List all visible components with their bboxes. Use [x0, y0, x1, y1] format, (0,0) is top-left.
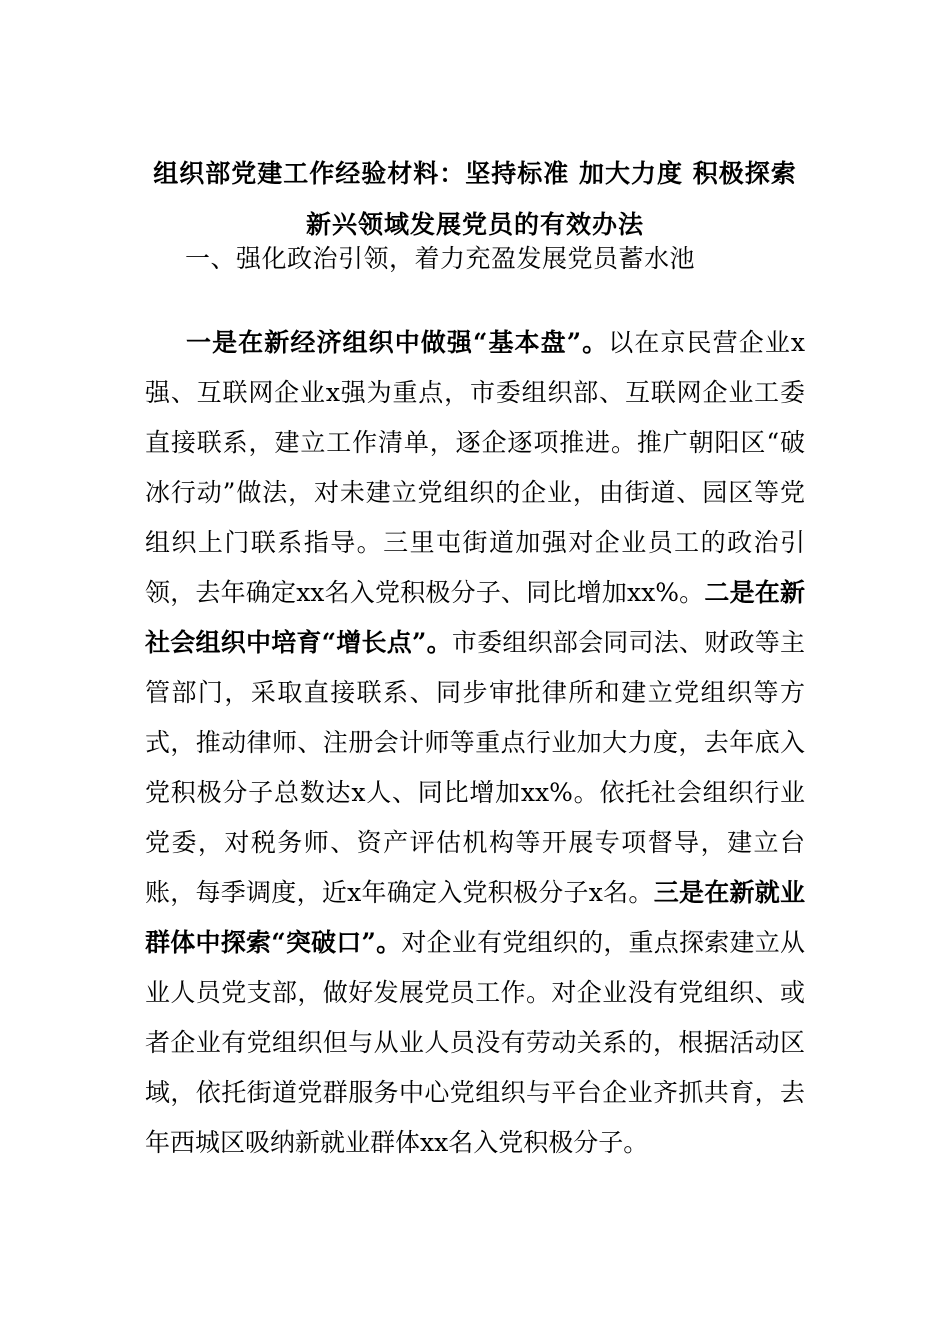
body-paragraph	[145, 318, 805, 1168]
document-title-line2: 新兴领域发展党员的有效办法	[305, 210, 644, 239]
point-one-text: 以在京民营企业x强、互联网企业x强为重点，市委组织部、互联网企业工委直接联系，建立工作清单，逐企逐项推进。推广朝阳区“破冰行动”做法，对未建立党组织的企业，由街道、园区等党组织上门联系指导。三里屯街道加强对企业员工的政治引领，去年确定xx名入党积极分子、同比增加xx%。	[145, 328, 806, 607]
point-two-text: 市委组织部会同司法、财政等主管部门，采取直接联系、同步审批律所和建立党组织等方式，推动律师、注册会计师等重点行业加大力度，去年底入党积极分子总数达x人、同比增加xx%。依托社会组织行业党委，对税务师、资产评估机构等开展专项督导，建立台账，每季调度，近x年确定入党积极分子x名。	[145, 628, 805, 907]
section-heading: 一、强化政治引领，着力充盈发展党员蓄水池	[185, 244, 696, 273]
point-one-lead: 一是在新经济组织中做强“基本盘”。	[186, 328, 609, 357]
point-three-text: 对企业有党组织的，重点探索建立从业人员党支部，做好发展党员工作。对企业没有党组织、或者企业有党组织但与从业人员没有劳动关系的，根据活动区域，依托街道党群服务中心党组织与平台企业齐抓共育，去年西城区吸纳新就业群体xx名入党积极分子。	[145, 928, 805, 1157]
point-two-lead: 二是在新社会组织中培育“增长点”。	[145, 578, 805, 657]
document-title-line1: 组织部党建工作经验材料：坚持标准 加大力度 积极探索	[153, 159, 797, 188]
point-three-lead: 三是在新就业群体中探索“突破口”。	[145, 878, 805, 957]
